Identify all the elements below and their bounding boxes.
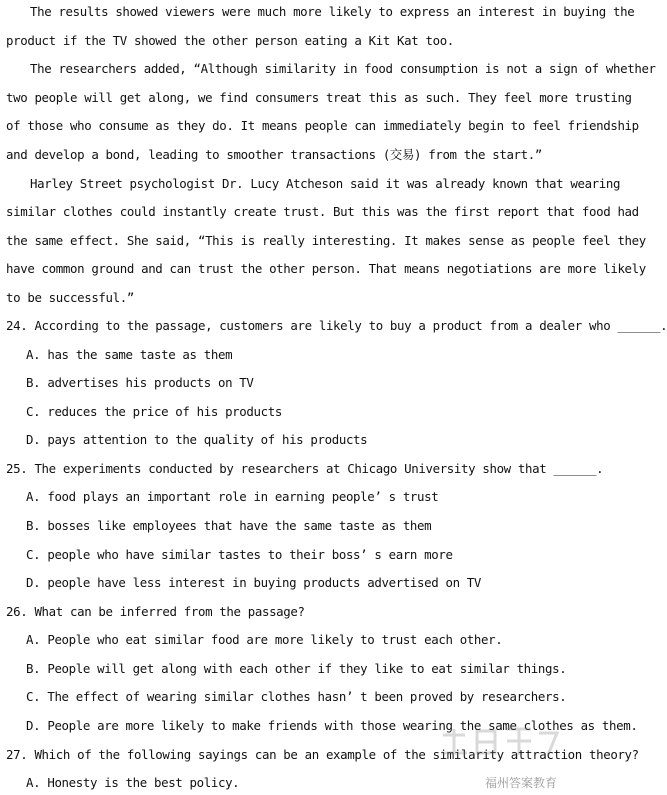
question-option: C. reduces the price of his products	[26, 404, 282, 419]
question-option: D. pays attention to the quality of his products	[26, 432, 368, 447]
passage-line: The results showed viewers were much more likely to express an interest in buying the	[30, 4, 635, 19]
passage-line: of those who consume as they do. It means people can immediately begin to feel friendship	[6, 118, 639, 133]
question-option: A. has the same taste as them	[26, 347, 233, 362]
passage-line: have common ground and can trust the other person. That means negotiations are more likely	[6, 261, 646, 276]
question-option: A. food plays an important role in earning people’ s trust	[26, 489, 439, 504]
question-stem: 25. The experiments conducted by researchers at Chicago University show that ______.	[6, 461, 604, 476]
question-option: A. Honesty is the best policy.	[26, 775, 240, 790]
question-option: B. bosses like employees that have the same taste as them	[26, 518, 432, 533]
question-option: A. People who eat similar food are more likely to trust each other.	[26, 632, 503, 647]
passage-line: the same effect. She said, “This is really interesting. It makes sense as people feel they	[6, 233, 646, 248]
passage-line: product if the TV showed the other person eating a Kit Kat too.	[6, 33, 454, 48]
passage-line: Harley Street psychologist Dr. Lucy Atcheson said it was already known that wearing	[30, 176, 621, 191]
passage-line: similar clothes could instantly create trust. But this was the first report that food had	[6, 204, 639, 219]
question-stem: 27. Which of the following sayings can be an example of the similarity attraction theory?	[6, 747, 639, 762]
passage-line: two people will get along, we find consumers treat this as such. They feel more trusting	[6, 90, 632, 105]
passage-line: The researchers added, “Although similarity in food consumption is not a sign of whether	[30, 61, 656, 76]
question-option: D. People are more likely to make friends with those wearing the same clothes as them.	[26, 718, 638, 733]
question-option: B. People will get along with each other if they like to eat similar things.	[26, 661, 567, 676]
question-stem: 26. What can be inferred from the passage?	[6, 604, 305, 619]
passage-line: and develop a bond, leading to smoother transactions (交易) from the start.”	[6, 147, 542, 162]
question-stem: 24. According to the passage, customers are likely to buy a product from a dealer who ______.	[6, 318, 667, 333]
question-option: C. people who have similar tastes to their boss’ s earn more	[26, 547, 453, 562]
question-option: C. The effect of wearing similar clothes hasn’ t been proved by researchers.	[26, 689, 567, 704]
watermark-text: 福州答案教育	[484, 776, 557, 790]
question-option: D. people have less interest in buying products advertised on TV	[26, 575, 482, 590]
passage-line: to be successful.”	[6, 290, 134, 305]
question-option: B. advertises his products on TV	[26, 375, 254, 390]
